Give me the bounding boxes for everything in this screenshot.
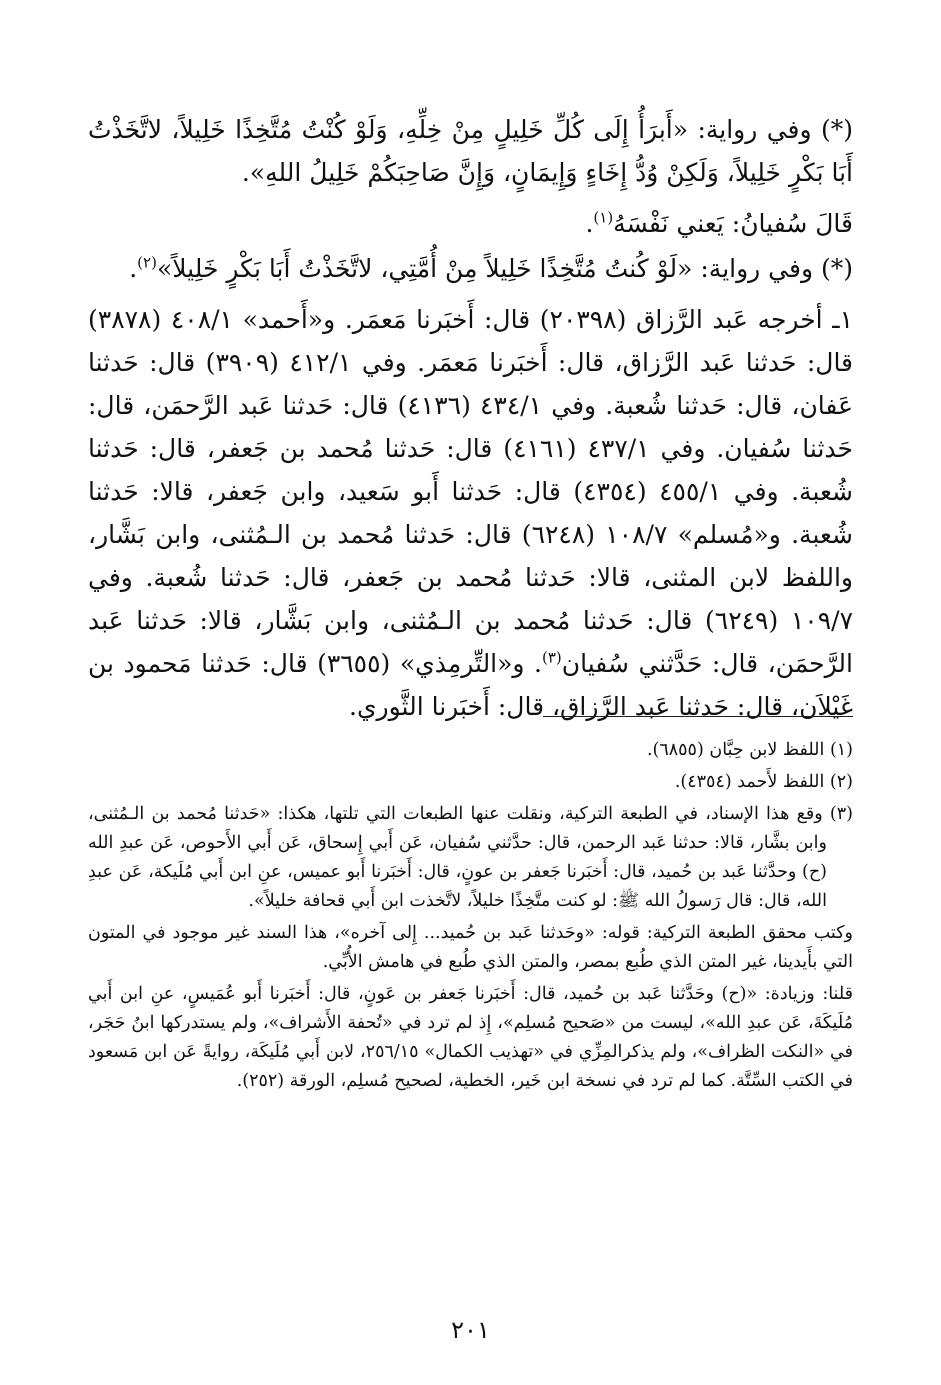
takhrij-text-a: ١ـ أخرجه عَبد الرَّزاق (٢٠٣٩٨) قال: أَخبَرنا مَعمَر. و«أَحمد» ٤٠٨/١ (٣٨٧٨) قال: حَدثنا عَبد الرَّزاق، قال: أَخبَرنا مَعمَر. وفي ٤١٢/١ (٣٩٠٩) قال: حَدثنا عَفان، قال: حَدثنا شُعبة. وفي ٤٣٤/١ (٤١٣٦) قال: حَدثنا عَبد الرَّحمَن، قال: حَدثنا سُفيان. وفي ٤٣٧/١ (٤١٦١) قال: حَدثنا مُحمد بن جَعفر، قال: حَدثنا شُعبة. وفي ٤٥٥/١ (٤٣٥٤) قال: حَدثنا أَبو سَعيد، وابن جَعفر، قالا: حَدثنا شُعبة. و«مُسلم» ١٠٨/٧ (٦٢٤٨) قال: حَدثنا مُحمد بن الـمُثنى، وابن بَشَّار، واللفظ لابن المثنى، قالا: حَدثنا مُحمد بن جَعفر، قال: حَدثنا شُعبة. وفي ١٠٩/٧ (٦٢٤٩) قال: حَدثنا مُحمد بن الـمُثنى، وابن بَشَّار، قالا: حَدثنا عَبد الرَّحمَن، قال: حَدَّثني سُفيان: [88, 305, 854, 678]
takhrij-paragraph: [88, 298, 853, 728]
narration-variant-2-end: .: [129, 254, 138, 283]
footnote-3: (٣) وقع هذا الإسناد، في الطبعة التركية، ونقلت عنها الطبعات التي تلتها، هكذا: «حَدثنا مُحمد بن الـمُثنى، وابن بشَّار، قالا: حدثنا عَبد الرحمن، قال: حدَّثني سُفيان، عَن أَبي إِسحاق، عَن أَبي الأَحوص، عَن عبدِ الله (ح) وحدَّثنا عَبد بن حُميد، قال: أَخبَرنا جَعفر بن عونٍ، قال: أَخبَرنا أَبو عميس، عنِ ابن أَبي مُلَيكة، عَن عبدِ الله، قال: قال رَسولُ الله ﷺ: لو كنت متَّخِذًا خليلاً، لاتَّخذت ابن أَبي قحافة خليلاً».: [88, 804, 853, 911]
footnote-ref-3[interactable]: (٣): [542, 648, 562, 667]
footnote-divider: [543, 716, 853, 717]
main-text: [88, 108, 853, 736]
footnote-ref-1[interactable]: (١): [593, 208, 614, 227]
sufyan-comment: [88, 202, 853, 245]
footnote-3-comment: قلنا: وزيادة: «(ح) وحَدَّثنا عَبد بن حُميد، قال: أَخبَرنا جَعفر بن عَونٍ، قال: أَخبَرنا أَبو عُمَيسٍ، عنِ ابن أَبي مُلَيكَةَ، عَن عبدِ الله»، ليست من «صَحيح مُسلِم»، إِذ لم ترد في «تُحفة الأَشراف»، ولم يستدركها ابنُ حَجَر، في «النكت الظراف»، ولم يذكرالمِزِّي في «تهذيب الكمال» ٢٥٦/١٥، لابن أَبي مُلَيكَة، روايةً عَن ابن مَسعود في الكتب السِّتَّة. كما لم ترد في نسخة ابن خَير، الخطية، لصحيح مُسلِم، الورقة (٢٥٢).: [88, 984, 854, 1091]
narration-variant-1: (*) وفي رواية: «أَبرَأُ إِلَى كُلِّ خَلِيلٍ مِنْ خِلِّهِ، وَلَوْ كُنْتُ مُتَّخِذًا خَلِيلاً، لاتَّخَذْتُ أَبَا بَكْرٍ خَلِيلاً، وَلَكِنْ وُدُّ إِخَاءٍ وَإِيمَانٍ، وَإِنَّ صَاحِبَكُمْ خَلِيلُ اللهِ».: [88, 115, 853, 187]
footnote-ref-2[interactable]: (٢): [137, 253, 157, 272]
footnote-1: (١) اللفظ لابن حِبَّان (٦٨٥٥).: [646, 740, 853, 760]
footnote-2: (٢) اللفظ لأَحمد (٤٣٥٤).: [674, 772, 853, 792]
takhrij-text-b: . و«التِّرمِذي» (٣٦٥٥) قال: حَدثنا مَحمود بن غَيْلاَن، قال: حَدثنا عَبد الرَّزاق، قال: أَخبَرنا الثَّوري.: [88, 649, 853, 721]
footnotes: [88, 736, 853, 1099]
page-number: ٢٠١: [451, 1316, 490, 1344]
narration-variant-2-text: (*) وفي رواية: «لَوْ كُنتُ مُتَّخِذًا خَلِيلاً مِنْ أُمَّتِي، لاتَّخَذْتُ أَبَا بَكْرٍ خَلِيلاً»: [156, 254, 853, 283]
narration-variant-2: [88, 247, 853, 290]
sufyan-comment-end: .: [585, 209, 594, 238]
footnote-3-editor-note: وكتب محقق الطبعة التركية: قوله: «وحَدثنا عَبد بن حُميد... إِلى آخره»، هذا السند غير موجود في المتون التي بأَيدينا، غير المتن الذي طُبع بمصر، والمتن الذي طُبع في هامش الأُبِّي.: [88, 923, 853, 972]
sufyan-comment-text: قَالَ سُفيانُ: يَعني نَفْسَهُ: [613, 209, 853, 238]
